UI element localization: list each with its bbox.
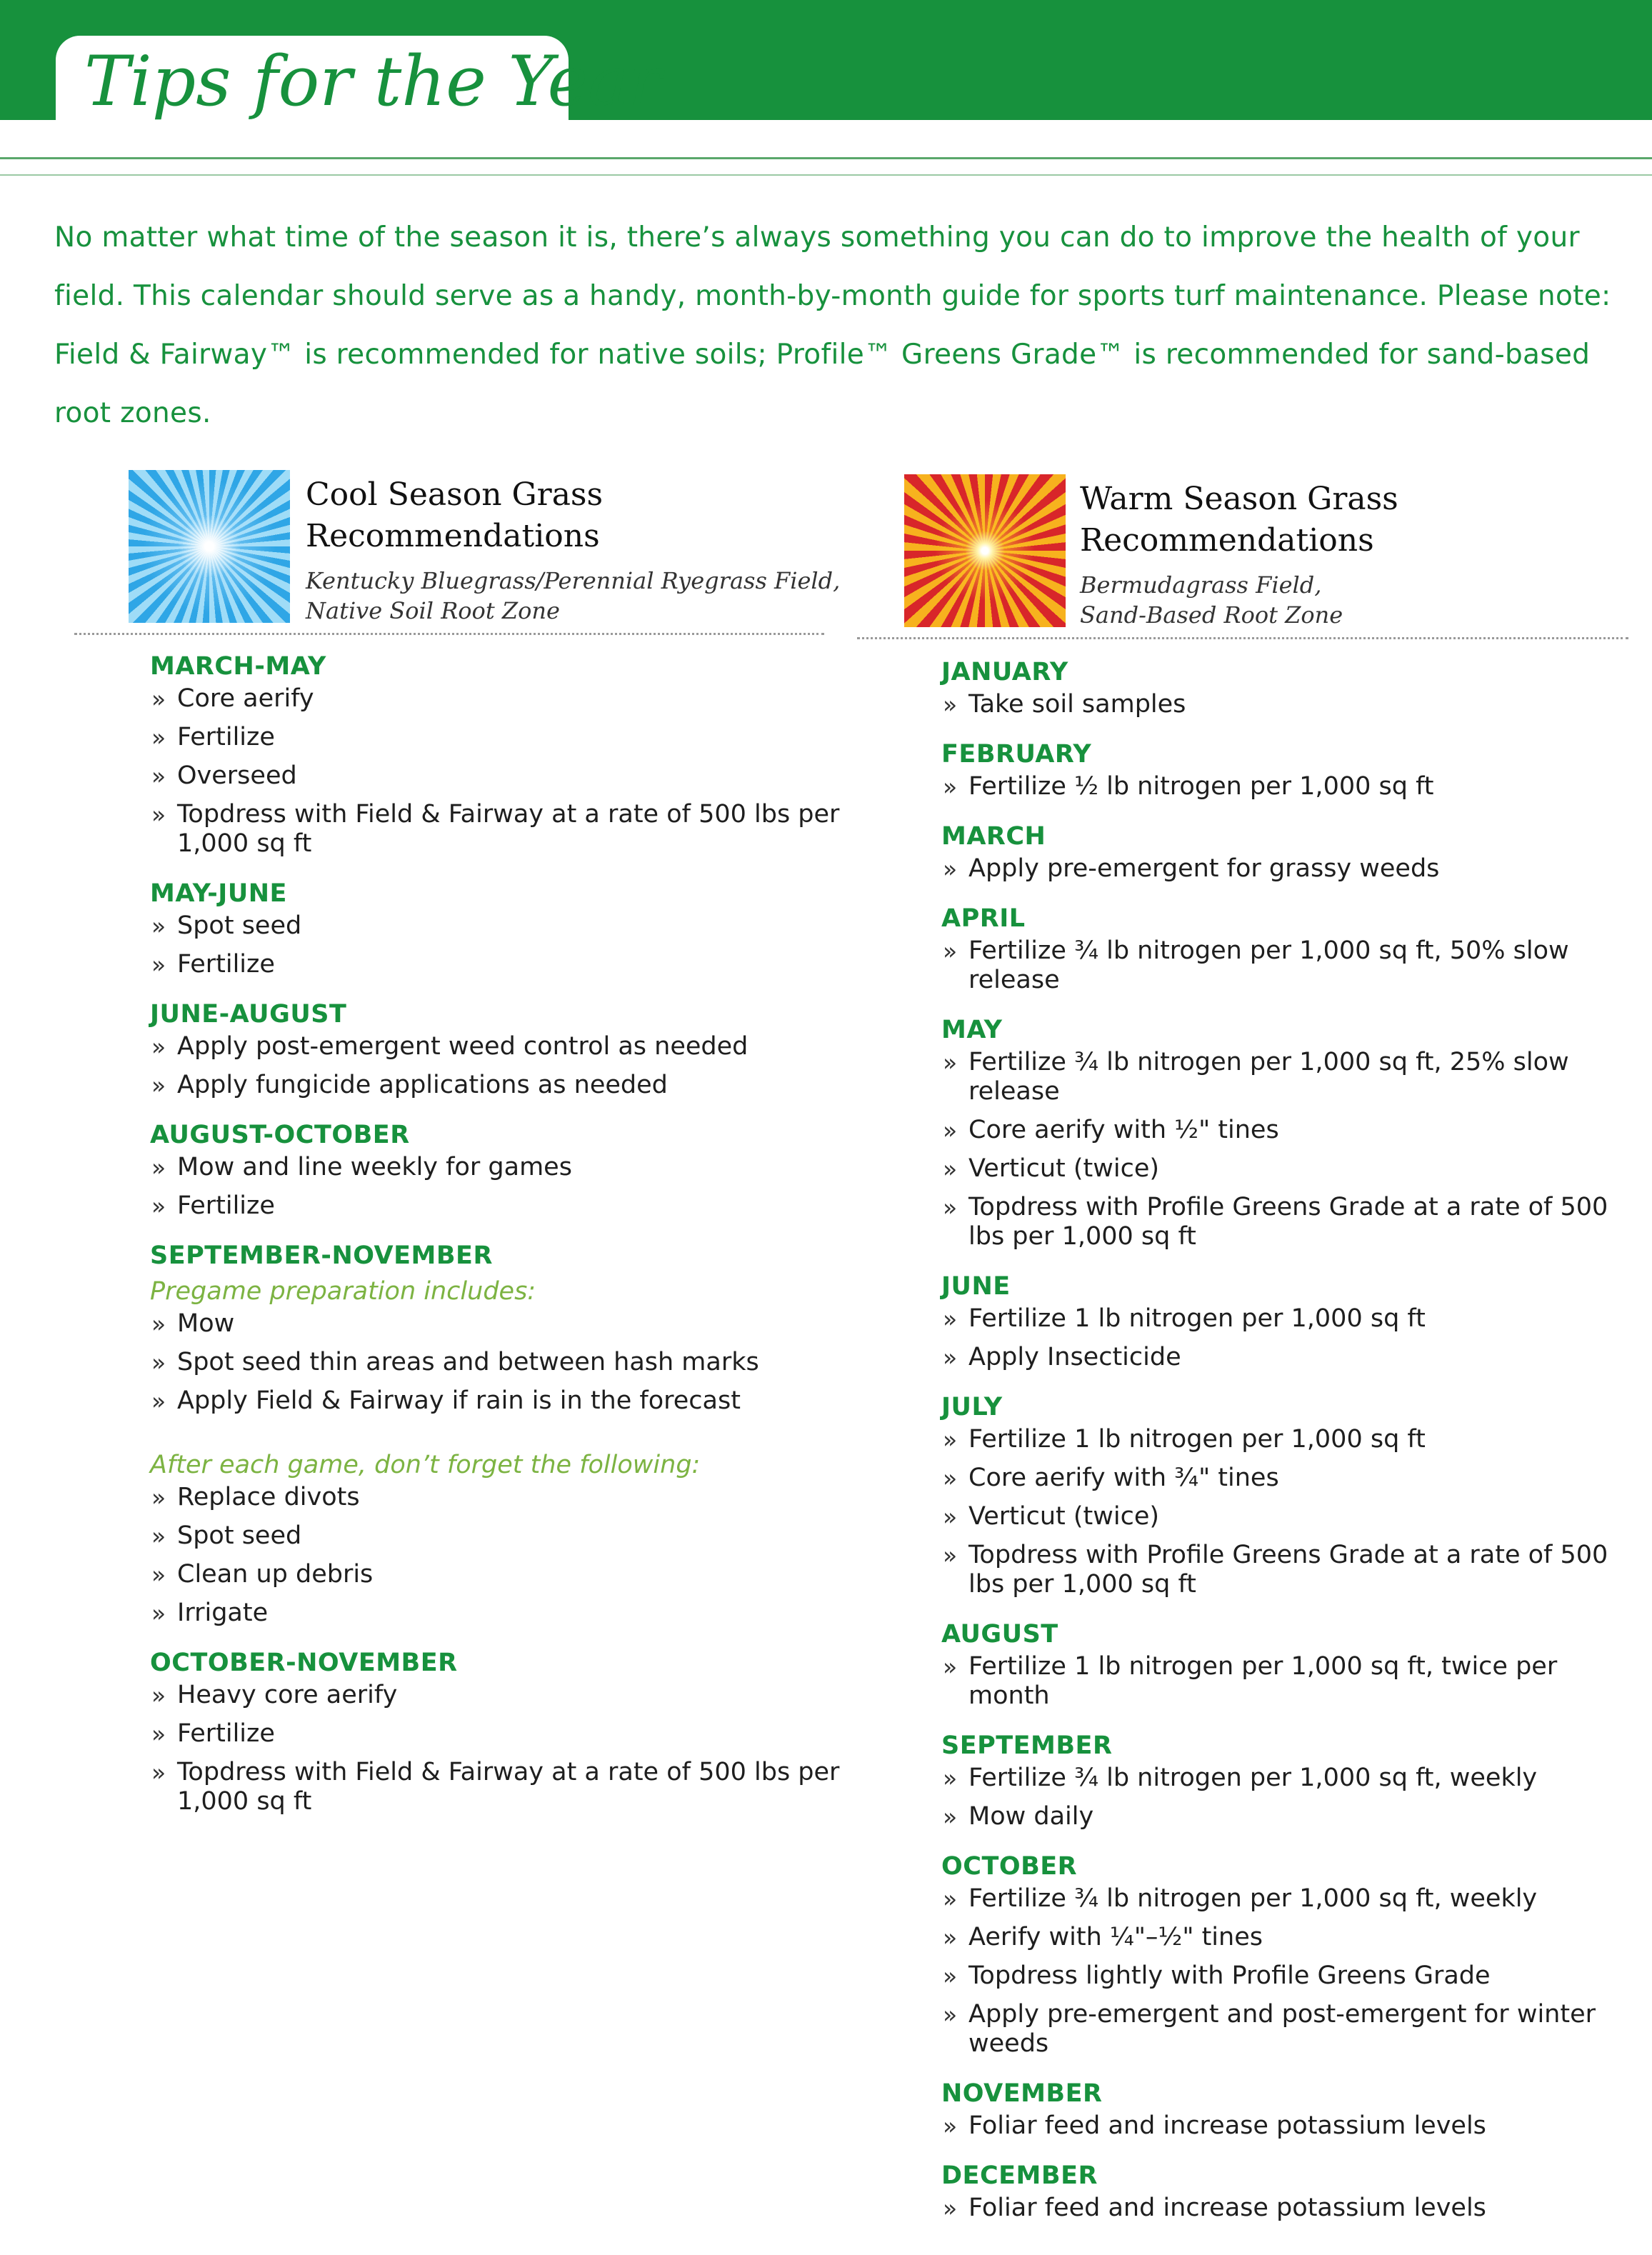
month-section <box>150 1645 864 1816</box>
month-heading: SEPTEMBER-NOVEMBER <box>150 1241 493 1270</box>
task-item: » Fertilize ¾ lb nitrogen per 1,000 sq ft, weekly <box>941 1764 1613 1793</box>
task-list <box>941 2194 1613 2223</box>
task-item: » Fertilize 1 lb nitrogen per 1,000 sq ft, twice per month <box>941 1652 1613 1711</box>
section-note: Pregame preparation includes: <box>150 1277 536 1306</box>
task-item: » Fertilize ¾ lb nitrogen per 1,000 sq ft, 50% slow release <box>941 936 1613 995</box>
month-heading: OCTOBER-NOVEMBER <box>150 1649 458 1677</box>
month-section <box>941 1616 1613 1711</box>
task-item: » Apply Field & Fairway if rain is in the forecast <box>150 1386 864 1416</box>
month-section <box>150 1433 864 1628</box>
month-heading: SEPTEMBER <box>941 1731 1113 1760</box>
task-item: » Fertilize <box>150 1191 864 1221</box>
month-section <box>941 2158 1613 2223</box>
month-section <box>941 654 1613 719</box>
task-item: » Spot seed <box>150 1521 864 1551</box>
task-item: » Apply Insecticide <box>941 1343 1613 1372</box>
task-item: » Aerify with ¼"–½" tines <box>941 1923 1613 1952</box>
task-item: » Topdress with Field & Fairway at a rate of 500 lbs per 1,000 sq ft <box>150 800 864 859</box>
month-section <box>941 1269 1613 1372</box>
month-section <box>150 1238 864 1416</box>
intro-paragraph: No matter what time of the season it is, there’s always something you can do to improve the health of your field. This calendar should serve as a handy, month-by-month guide for sports turf maintenance. Please note: Field & Fairway™ is recommended for native soils; Profile™ Greens Grade™ is recommended for sand-based root zones. <box>54 221 1611 429</box>
task-list <box>941 1652 1613 1711</box>
task-item: » Verticut (twice) <box>941 1154 1613 1184</box>
task-item: » Fertilize ¾ lb nitrogen per 1,000 sq ft, weekly <box>941 1884 1613 1914</box>
task-item: » Take soil samples <box>941 690 1613 719</box>
task-item: » Fertilize ¾ lb nitrogen per 1,000 sq ft, 25% slow release <box>941 1048 1613 1106</box>
task-item: » Mow daily <box>941 1802 1613 1831</box>
task-list <box>150 1681 864 1816</box>
month-heading: MARCH-MAY <box>150 652 326 681</box>
task-item: » Foliar feed and increase potassium levels <box>941 2194 1613 2223</box>
month-heading: JULY <box>941 1393 1003 1421</box>
task-item: » Topdress lightly with Profile Greens Grade <box>941 1961 1613 1991</box>
task-item: » Replace divots <box>150 1483 864 1512</box>
task-list <box>941 936 1613 995</box>
task-item: » Topdress with Profile Greens Grade at a rate of 500 lbs per 1,000 sq ft <box>941 1193 1613 1251</box>
task-item: » Spot seed <box>150 911 864 941</box>
month-heading: MAY-JUNE <box>150 879 287 908</box>
red-sunburst-icon <box>904 474 1066 627</box>
task-item: » Overseed <box>150 761 864 791</box>
month-section <box>941 736 1613 801</box>
task-item: » Irrigate <box>150 1599 864 1628</box>
blue-sunburst-icon <box>129 470 290 623</box>
month-section <box>941 819 1613 884</box>
month-section <box>941 1389 1613 1599</box>
task-item: » Apply post-emergent weed control as needed <box>150 1032 864 1061</box>
task-item: » Foliar feed and increase potassium levels <box>941 2111 1613 2141</box>
month-section <box>941 901 1613 995</box>
month-section <box>150 1117 864 1221</box>
month-heading: JUNE <box>941 1272 1011 1301</box>
task-item: » Fertilize ½ lb nitrogen per 1,000 sq ft <box>941 772 1613 801</box>
month-heading: FEBRUARY <box>941 740 1092 769</box>
task-item: » Fertilize <box>150 723 864 752</box>
month-section <box>941 1728 1613 1831</box>
month-section <box>941 1849 1613 2059</box>
task-list <box>150 1153 864 1221</box>
month-heading: DECEMBER <box>941 2161 1098 2190</box>
warm-season-sections <box>941 654 1613 2240</box>
task-item: » Topdress with Profile Greens Grade at a rate of 500 lbs per 1,000 sq ft <box>941 1541 1613 1599</box>
task-list <box>941 1048 1613 1251</box>
task-item: » Fertilize <box>150 950 864 979</box>
task-item: » Core aerify with ½" tines <box>941 1116 1613 1145</box>
task-item: » Verticut (twice) <box>941 1502 1613 1531</box>
month-section <box>150 996 864 1100</box>
task-item: » Core aerify with ¾" tines <box>941 1464 1613 1493</box>
cool-season-title: Cool Season Grass Recommendations <box>306 476 604 554</box>
task-item: » Apply pre-emergent and post-emergent for winter weeds <box>941 2000 1613 2059</box>
task-list <box>941 1764 1613 1831</box>
task-list <box>941 1884 1613 2059</box>
task-item: » Apply pre-emergent for grassy weeds <box>941 854 1613 884</box>
task-list <box>150 1483 864 1628</box>
month-heading: AUGUST-OCTOBER <box>150 1121 410 1149</box>
task-item: » Mow <box>150 1309 864 1339</box>
dotted-divider <box>857 637 1628 639</box>
month-heading: OCTOBER <box>941 1852 1078 1881</box>
task-item: » Core aerify <box>150 684 864 714</box>
task-list <box>941 2111 1613 2141</box>
month-heading: MAY <box>941 1016 1003 1044</box>
cool-season-subtitle: Kentucky Bluegrass/Perennial Ryegrass Field, Native Soil Root Zone <box>306 567 841 624</box>
task-item: » Spot seed thin areas and between hash marks <box>150 1348 864 1377</box>
month-heading: NOVEMBER <box>941 2079 1103 2108</box>
cool-season-sections <box>150 649 864 1834</box>
task-item: » Fertilize 1 lb nitrogen per 1,000 sq ft <box>941 1425 1613 1454</box>
section-gap <box>150 1433 864 1447</box>
header-rule <box>0 157 1652 159</box>
month-heading: APRIL <box>941 904 1026 933</box>
task-item: » Fertilize 1 lb nitrogen per 1,000 sq ft <box>941 1304 1613 1334</box>
task-list <box>150 1032 864 1100</box>
task-list <box>941 854 1613 884</box>
task-item: » Apply fungicide applications as needed <box>150 1071 864 1100</box>
section-note: After each game, don’t forget the following: <box>150 1451 701 1479</box>
month-heading: JANUARY <box>941 658 1068 686</box>
header-rule-thin <box>0 174 1652 176</box>
warm-season-title: Warm Season Grass Recommendations <box>1080 481 1398 559</box>
task-list <box>941 690 1613 719</box>
task-item: » Mow and line weekly for games <box>150 1153 864 1182</box>
task-list <box>941 772 1613 801</box>
task-item: » Heavy core aerify <box>150 1681 864 1710</box>
warm-season-subtitle: Bermudagrass Field, Sand-Based Root Zone <box>1080 571 1343 629</box>
month-section <box>150 649 864 859</box>
task-list <box>941 1304 1613 1372</box>
page-title: Tips for the Year <box>84 41 662 121</box>
month-section <box>941 1012 1613 1251</box>
task-list <box>150 1309 864 1416</box>
task-list <box>150 911 864 979</box>
month-heading: JUNE-AUGUST <box>150 1000 347 1029</box>
task-item: » Fertilize <box>150 1719 864 1749</box>
task-list <box>941 1425 1613 1599</box>
dotted-divider <box>74 633 824 635</box>
month-section <box>150 876 864 979</box>
task-item: » Clean up debris <box>150 1560 864 1589</box>
month-section <box>941 2076 1613 2141</box>
task-item: » Topdress with Field & Fairway at a rate of 500 lbs per 1,000 sq ft <box>150 1758 864 1816</box>
month-heading: AUGUST <box>941 1620 1058 1649</box>
month-heading: MARCH <box>941 822 1046 851</box>
task-list <box>150 684 864 859</box>
